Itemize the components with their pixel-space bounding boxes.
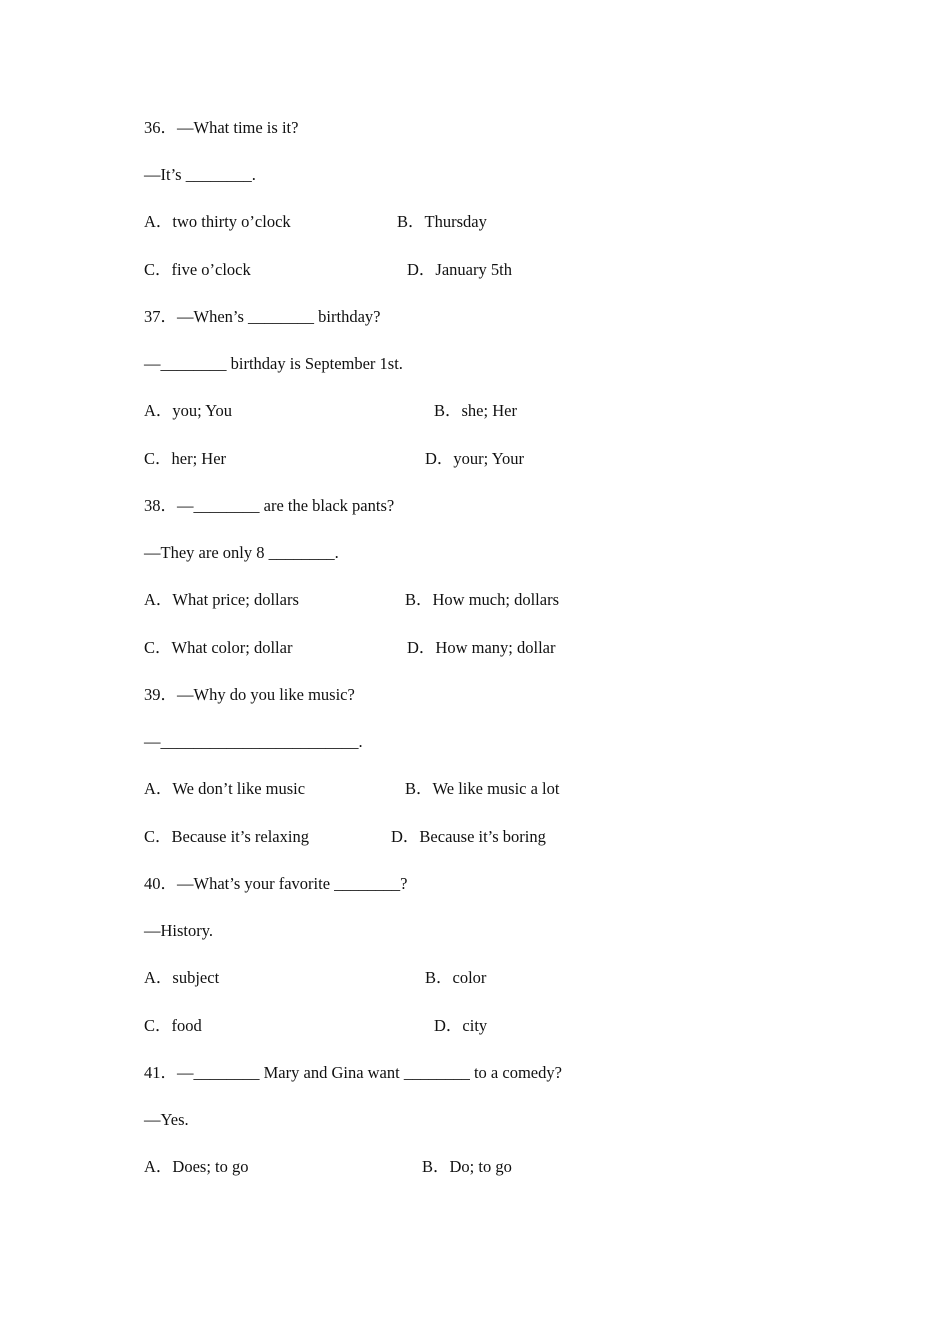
question-36-reply: —It’s ________.: [144, 165, 256, 184]
question-40-reply: —History.: [144, 921, 214, 940]
question-37-option-a[interactable]: A．you; You: [144, 401, 233, 420]
question-39-option-a[interactable]: A．We don’t like music: [144, 779, 306, 798]
question-number: 38．: [144, 496, 177, 515]
question-38-stem: [144, 496, 394, 516]
question-40-stem: [144, 874, 407, 894]
question-text: —What’s your favorite ________?: [177, 874, 408, 893]
question-38-option-c[interactable]: C．What color; dollar: [144, 638, 293, 657]
question-40-option-b[interactable]: B．color: [425, 968, 487, 987]
question-number: 37．: [144, 307, 177, 326]
question-36-option-b[interactable]: B．Thursday: [397, 212, 487, 231]
question-text: —________ are the black pants?: [177, 496, 395, 515]
question-36-option-d[interactable]: D．January 5th: [407, 260, 512, 279]
question-number: 39．: [144, 685, 177, 704]
question-38-option-d[interactable]: D．How many; dollar: [407, 638, 556, 657]
question-36-stem: [144, 118, 298, 138]
question-number: 36．: [144, 118, 177, 137]
question-37-option-c[interactable]: C．her; Her: [144, 449, 227, 468]
question-text: —Why do you like music?: [177, 685, 355, 704]
question-37-option-d[interactable]: D．your; Your: [425, 449, 525, 468]
question-41-option-b[interactable]: B．Do; to go: [422, 1157, 512, 1176]
question-number: 41．: [144, 1063, 177, 1082]
question-text: —When’s ________ birthday?: [177, 307, 381, 326]
question-38-option-a[interactable]: A．What price; dollars: [144, 590, 299, 609]
question-39-reply: —________________________.: [144, 732, 363, 751]
question-37-reply: —________ birthday is September 1st.: [144, 354, 403, 373]
question-39-option-b[interactable]: B．We like music a lot: [405, 779, 560, 798]
question-text: —What time is it?: [177, 118, 299, 137]
question-38-option-b[interactable]: B．How much; dollars: [405, 590, 559, 609]
question-41-stem: [144, 1063, 562, 1083]
question-41-reply: —Yes.: [144, 1110, 189, 1129]
question-number: 40．: [144, 874, 177, 893]
question-36-option-a[interactable]: A．two thirty o’clock: [144, 212, 291, 231]
question-40-option-d[interactable]: D．city: [434, 1016, 488, 1035]
question-41-option-a[interactable]: A．Does; to go: [144, 1157, 249, 1176]
question-36-option-c[interactable]: C．five o’clock: [144, 260, 251, 279]
question-40-option-c[interactable]: C．food: [144, 1016, 202, 1035]
question-37-stem: [144, 307, 380, 327]
question-text: —________ Mary and Gina want ________ to a comedy?: [177, 1063, 562, 1082]
question-37-option-b[interactable]: B．she; Her: [434, 401, 517, 420]
question-39-option-c[interactable]: C．Because it’s relaxing: [144, 827, 309, 846]
question-40-option-a[interactable]: A．subject: [144, 968, 220, 987]
question-39-stem: [144, 685, 355, 705]
question-38-reply: —They are only 8 ________.: [144, 543, 339, 562]
question-39-option-d[interactable]: D．Because it’s boring: [391, 827, 546, 846]
